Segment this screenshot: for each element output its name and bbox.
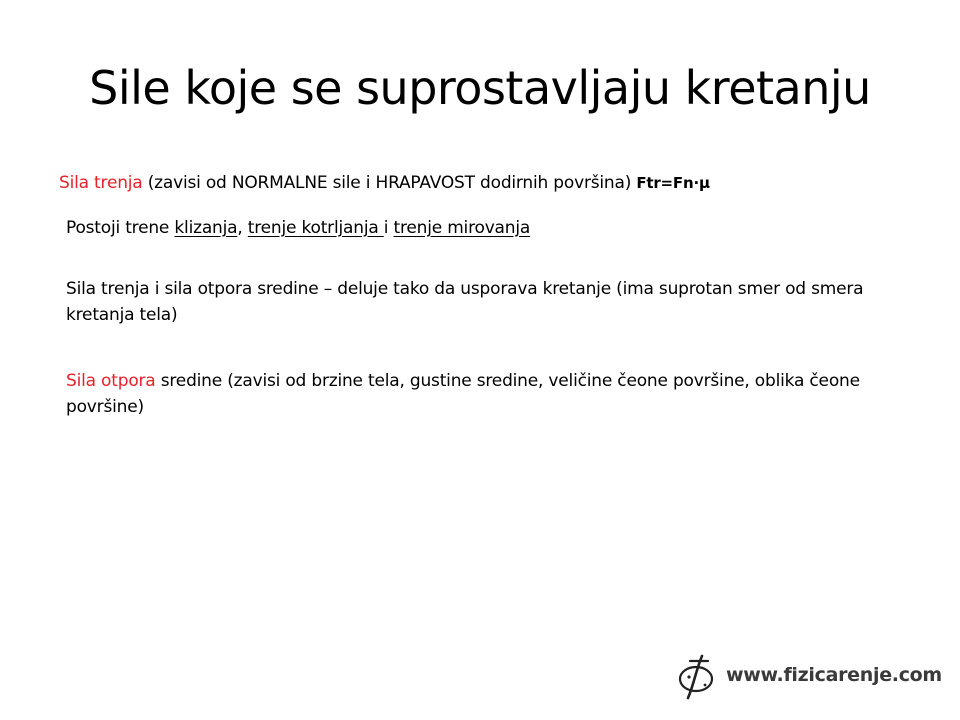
logo-text: www.fizicarenje.com	[726, 664, 942, 686]
fizicarenje-logo-icon	[674, 652, 722, 702]
static-friction-term: trenje mirovanja	[393, 218, 531, 238]
friction-force-description: (zavisi od NORMALNE sile i HRAPAVOST dodirnih površina)	[142, 173, 637, 193]
slide-title: Sile koje se suprostavljaju kretanju	[89, 61, 871, 115]
rolling-friction-term: trenje kotrljanja	[247, 218, 384, 238]
drag-force-term: Sila otpora	[66, 371, 156, 391]
separator-and: i	[383, 218, 394, 238]
friction-force-term: Sila trenja	[59, 173, 143, 193]
paragraph-friction-types	[66, 215, 530, 241]
friction-formula: Ftr=Fn·μ	[636, 174, 710, 192]
paragraph-friction-force	[59, 170, 710, 196]
sliding-friction-term: klizanja	[174, 218, 238, 238]
site-logo	[674, 652, 944, 702]
friction-types-intro: Postoji trene	[66, 218, 175, 238]
drag-force-description: sredine (zavisi od brzine tela, gustine sredine, veličine čeone površine, oblika čeone površine)	[66, 371, 860, 417]
separator-comma: ,	[237, 218, 248, 238]
paragraph-resistance-effect: Sila trenja i sila otpora sredine – deluje tako da usporava kretanje (ima suprotan smer od smera kretanja tela)	[66, 279, 864, 325]
paragraph-drag-force	[66, 368, 916, 420]
